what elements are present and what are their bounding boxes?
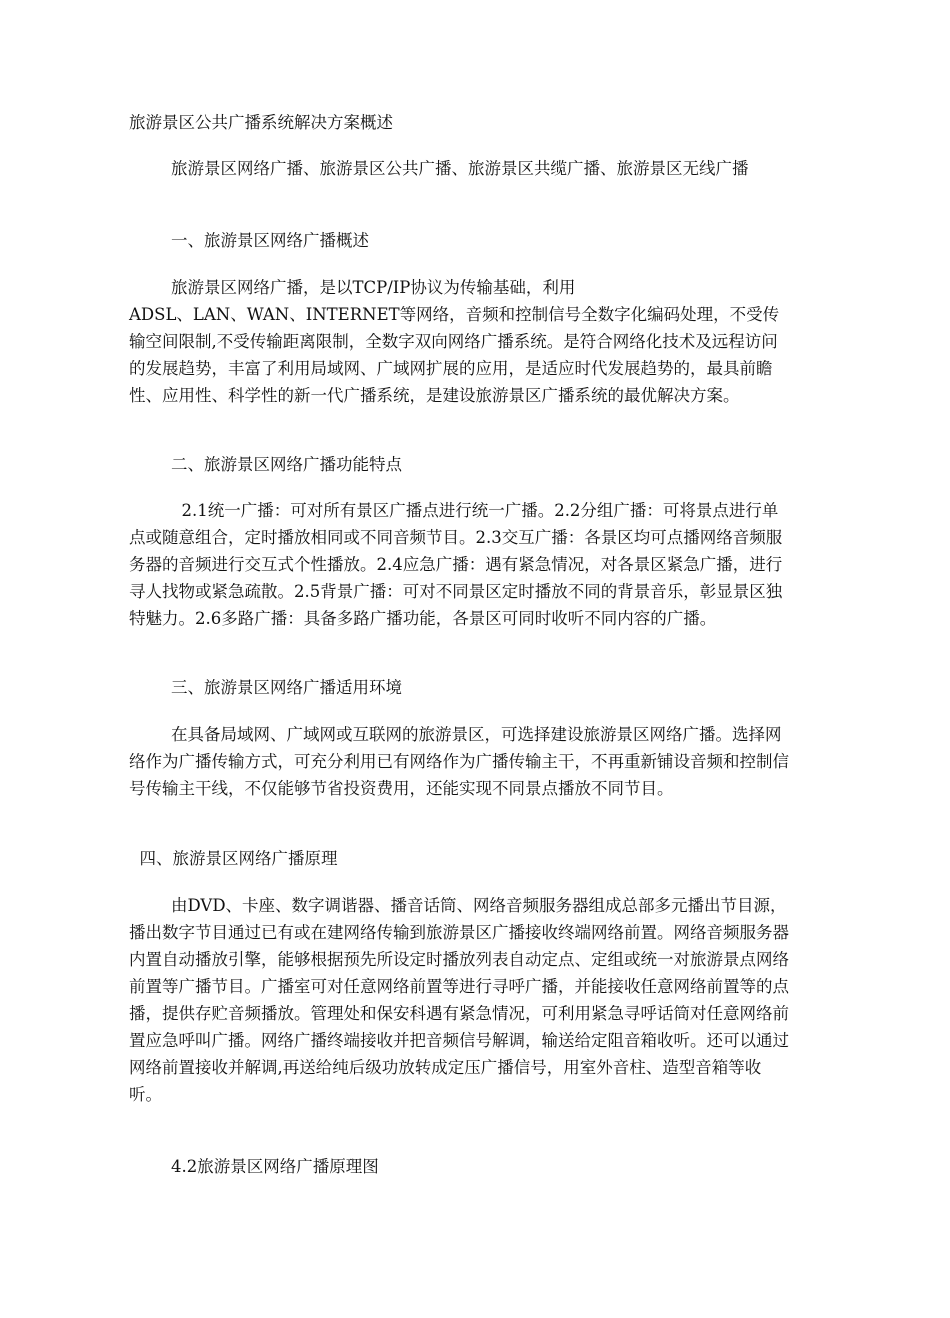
section-1-body: 旅游景区网络广播，是以TCP/IP协议为传输基础，利用 ADSL、LAN、WAN、INTERNET等网络，音频和控制信号全数字化编码处理，不受传输空间限制,不受传输距离限制，全数字双向网络广播系统。是符合网络化技术及远程访问的发展趋势，丰富了利用局域网、广域网扩展的应用，是适应时代发展趋势的，最具前瞻性、应用性、科学性的新一代广播系统，是建设旅游景区广播系统的最优解决方案。 [129,278,780,405]
section-1-heading: 一、旅游景区网络广播概述 [129,231,369,250]
section-3-heading: 三、旅游景区网络广播适用环境 [129,678,402,697]
section-2-body: 2.1统一广播：可对所有景区广播点进行统一广播。2.2分组广播：可将景点进行单点或随意组合，定时播放相同或不同音频节目。2.3交互广播：各景区均可点播网络音频服务器的音频进行交互式个性播放。2.4应急广播：遇有紧急情况，对各景区紧急广播，进行寻人找物或紧急疏散。2.5背景广播：可对不同景区定时播放不同的背景音乐，彰显景区独特魅力。2.6多路广播：具备多路广播功能，各景区可同时收听不同内容的广播。 [129,501,783,628]
section-4-body: 由DVD、卡座、数字调谐器、播音话筒、网络音频服务器组成总部多元播出节目源，播出数字节目通过已有或在建网络传输到旅游景区广播接收终端网络前置。网络音频服务器内置自动播放引擎，能够根据预先所设定时播放列表自动定点、定组或统一对旅游景点网络前置等广播节目。广播室可对任意网络前置等进行寻呼广播，并能接收任意网络前置等的点播，提供存贮音频播放。管理处和保安科遇有紧急情况，可利用紧急寻呼话筒对任意网络前置应急呼叫广播。网络广播终端接收并把音频信号解调，输送给定阻音箱收听。还可以通过网络前置接收并解调,再送给纯后级功放转成定压广播信号，用室外音柱、造型音箱等收听。 [129,896,789,1104]
section-2-heading: 二、旅游景区网络广播功能特点 [129,455,402,474]
section-4-2-heading: 4.2旅游景区网络广播原理图 [129,1157,379,1176]
keywords-paragraph: 旅游景区网络广播、旅游景区公共广播、旅游景区共缆广播、旅游景区无线广播 [129,159,749,178]
section-4-heading: 四、旅游景区网络广播原理 [129,849,338,868]
document-title: 旅游景区公共广播系统解决方案概述 [129,113,393,132]
section-3-body: 在具备局域网、广域网或互联网的旅游景区，可选择建设旅游景区网络广播。选择网络作为广播传输方式，可充分利用已有网络作为广播传输主干，不再重新铺设音频和控制信号传输主干线，不仅能够节省投资费用，还能实现不同景点播放不同节目。 [129,725,789,798]
